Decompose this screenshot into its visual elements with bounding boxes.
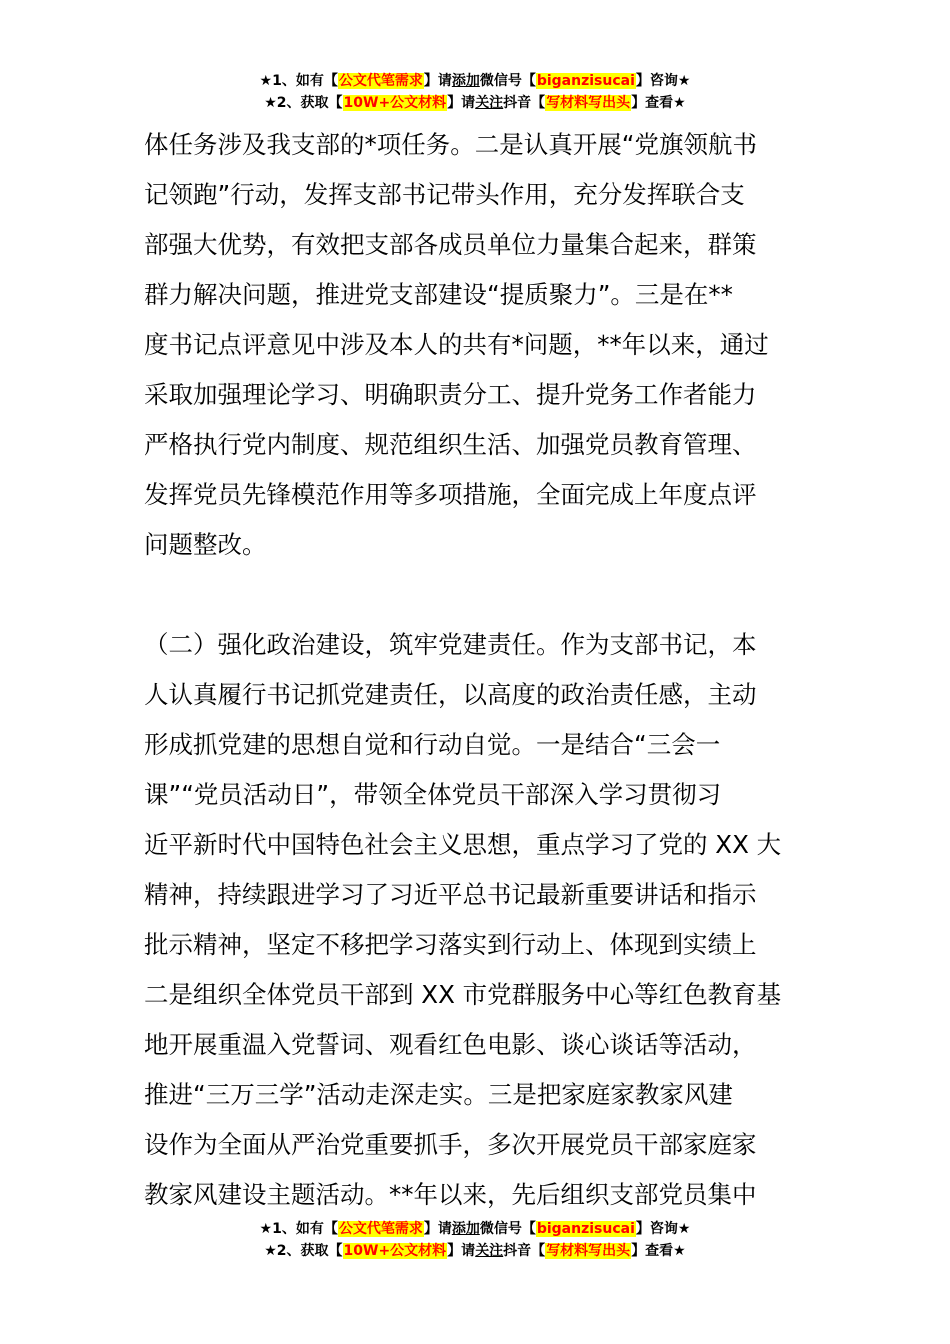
promo-banner-bottom <box>0 1218 950 1262</box>
text-line: 部强大优势，有效把支部各成员单位力量集合起来，群策 <box>144 230 757 259</box>
promo-line-2: ★2、获取【10W+公文材料】请关注抖音【写材料写出头】查看★ <box>264 1243 686 1259</box>
paragraph-1 <box>144 120 808 570</box>
highlight-douyin-id: 写材料写出头 <box>546 1243 631 1259</box>
text-line: 批示精神，坚定不移把学习落实到行动上、体现到实绩上 <box>144 930 757 959</box>
text-line: 发挥党员先锋模范作用等多项措施，全面完成上年度点评 <box>144 480 757 509</box>
promo-line-2: ★2、获取【10W+公文材料】请关注抖音【写材料写出头】查看★ <box>264 95 686 111</box>
underlined-add: 添加 <box>451 1221 480 1237</box>
text-line: 地开展重温入党誓词、观看红色电影、谈心谈话等活动， <box>144 1030 757 1059</box>
underlined-follow: 关注 <box>475 1243 504 1259</box>
text-line: 精神，持续跟进学习了习近平总书记最新重要讲话和指示 <box>144 880 757 909</box>
highlight-materials: 10W+公文材料 <box>343 95 447 111</box>
document-body <box>144 120 808 1220</box>
underlined-add: 添加 <box>451 73 480 89</box>
underlined-follow: 关注 <box>475 95 504 111</box>
text-line: 二是组织全体党员干部到 XX 市党群服务中心等红色教育基 <box>144 980 782 1009</box>
highlight-wechat-id: biganzisucai <box>536 1221 635 1237</box>
promo-line-1: ★1、如有【公文代笔需求】请添加微信号【biganzisucai】咨询★ <box>259 1221 691 1237</box>
text-line: 近平新时代中国特色社会主义思想，重点学习了党的 XX 大 <box>144 830 782 859</box>
highlight-wechat-id: biganzisucai <box>536 73 635 89</box>
text-line: 设作为全面从严治党重要抓手，多次开展党员干部家庭家 <box>144 1130 757 1159</box>
text-line: 群力解决问题，推进党支部建设“提质聚力”。三是在** <box>144 280 733 309</box>
promo-line-1: ★1、如有【公文代笔需求】请添加微信号【biganzisucai】咨询★ <box>259 73 691 89</box>
text-line: 度书记点评意见中涉及本人的共有*问题，**年以来，通过 <box>144 330 769 359</box>
text-line: 形成抓党建的思想自觉和行动自觉。一是结合“三会一 <box>144 730 721 759</box>
highlight-douyin-id: 写材料写出头 <box>546 95 631 111</box>
text-line: 推进“三万三学”活动走深走实。三是把家庭家教家风建 <box>144 1080 733 1109</box>
text-line: 采取加强理论学习、明确职责分工、提升党务工作者能力 <box>144 380 757 409</box>
text-line: 人认真履行书记抓党建责任，以高度的政治责任感，主动 <box>144 680 757 709</box>
paragraph-gap <box>144 570 808 620</box>
promo-banner-top <box>0 70 950 114</box>
text-line: 记领跑”行动，发挥支部书记带头作用，充分发挥联合支 <box>144 180 745 209</box>
text-line: 教家风建设主题活动。**年以来，先后组织支部党员集中 <box>144 1180 757 1209</box>
text-line: 问题整改。 <box>144 530 267 559</box>
text-line: （二）强化政治建设，筑牢党建责任。作为支部书记，本 <box>144 630 757 659</box>
highlight-service: 公文代笔需求 <box>338 1221 423 1237</box>
paragraph-2 <box>144 620 808 1220</box>
text-line: 体任务涉及我支部的*项任务。二是认真开展“党旗领航书 <box>144 130 757 159</box>
highlight-materials: 10W+公文材料 <box>343 1243 447 1259</box>
highlight-service: 公文代笔需求 <box>338 73 423 89</box>
text-line: 严格执行党内制度、规范组织生活、加强党员教育管理、 <box>144 430 757 459</box>
text-line: 课”“党员活动日”，带领全体党员干部深入学习贯彻习 <box>144 780 722 809</box>
